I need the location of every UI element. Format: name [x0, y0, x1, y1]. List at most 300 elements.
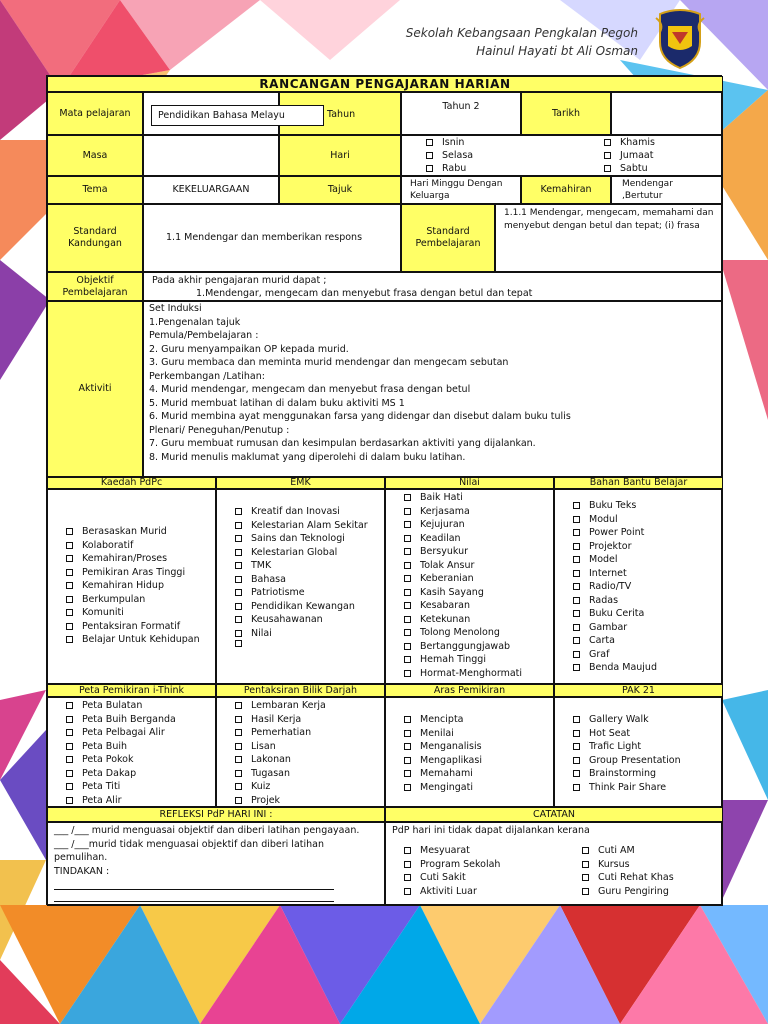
- tindakan-line[interactable]: [54, 881, 334, 890]
- bahan-header: Bahan Bantu Belajar: [554, 477, 723, 489]
- kaedah-box: [47, 489, 216, 684]
- checkbox-item[interactable]: [66, 552, 200, 566]
- checkbox-item[interactable]: [404, 767, 482, 781]
- checkbox-label: Kasih Sayang: [420, 586, 484, 598]
- tindakan-line[interactable]: [54, 893, 334, 902]
- checkbox-label: Bahasa: [251, 573, 286, 585]
- hari-right-list: [604, 136, 655, 175]
- checkbox-label: Berkumpulan: [82, 593, 146, 605]
- checkbox-icon[interactable]: [404, 521, 411, 528]
- aras-box: [385, 697, 554, 807]
- checkbox-label: Kemahiran/Proses: [82, 553, 168, 564]
- checkbox-icon[interactable]: [404, 602, 411, 609]
- checkbox-icon[interactable]: [235, 589, 242, 596]
- aktiviti-line: 2. Guru menyampaikan OP kepada murid.: [149, 343, 349, 355]
- checkbox-icon[interactable]: [235, 522, 242, 529]
- checkbox-label: Lembaran Kerja: [251, 700, 326, 711]
- checkbox-item[interactable]: [404, 586, 522, 600]
- checkbox-icon[interactable]: [404, 730, 411, 737]
- checkbox-item[interactable]: [235, 505, 368, 519]
- aktiviti-line: 3. Guru membaca dan meminta murid mendengar dan mengecam sebutan: [149, 357, 509, 368]
- checkbox-item[interactable]: [66, 620, 200, 634]
- checkbox-item[interactable]: [404, 754, 482, 768]
- tajuk-value: Hari Minggu Dengan Keluarga: [401, 176, 521, 204]
- checkbox-icon[interactable]: [235, 702, 242, 709]
- checkbox-icon[interactable]: [66, 716, 73, 723]
- checkbox-icon[interactable]: [573, 651, 580, 658]
- checkbox-icon[interactable]: [66, 636, 73, 643]
- checkbox-label: Patriotisme: [251, 587, 305, 598]
- checkbox-item[interactable]: [404, 740, 482, 754]
- checkbox-item[interactable]: [573, 767, 681, 781]
- checkbox-label: Kelestarian Global: [251, 546, 338, 558]
- checkbox-label: Lakonan: [251, 754, 291, 765]
- checkbox-label: Graf: [589, 648, 610, 660]
- checkbox-icon[interactable]: [573, 610, 580, 617]
- checkbox-icon[interactable]: [404, 670, 411, 677]
- checkbox-item[interactable]: [404, 599, 522, 613]
- refleksi-header: REFLEKSI PdP HARI INI :: [47, 807, 385, 822]
- checkbox-icon[interactable]: [235, 716, 242, 723]
- checkbox-label: Kejujuran: [420, 519, 465, 530]
- checkbox-item[interactable]: [573, 567, 657, 581]
- checkbox-label: Lisan: [251, 740, 276, 752]
- checkbox-item[interactable]: [235, 600, 368, 614]
- checkbox-icon[interactable]: [573, 556, 580, 563]
- tarikh-value[interactable]: [611, 92, 723, 135]
- checkbox-icon[interactable]: [235, 630, 242, 637]
- checkbox-label: Kolaboratif: [82, 539, 134, 551]
- checkbox-label: Group Presentation: [589, 754, 681, 766]
- checkbox-item[interactable]: [235, 794, 326, 808]
- checkbox-label: Cuti AM: [598, 845, 635, 856]
- checkbox-item[interactable]: [66, 593, 200, 607]
- checkbox-item[interactable]: [66, 740, 176, 754]
- school-crest-icon: [654, 8, 706, 70]
- checkbox-icon[interactable]: [235, 508, 242, 515]
- checkbox-icon[interactable]: [235, 576, 242, 583]
- hari-option[interactable]: Sabtu: [604, 162, 655, 175]
- checkbox-icon[interactable]: [582, 874, 589, 881]
- checkbox-label: Pemikiran Aras Tinggi: [82, 566, 186, 578]
- checkbox-label: Internet: [589, 567, 627, 579]
- checkbox-item[interactable]: [66, 780, 176, 794]
- aktiviti-line: 5. Murid membuat latihan di dalam buku aktiviti MS 1: [149, 397, 405, 409]
- checkbox-icon[interactable]: [573, 583, 580, 590]
- checkbox-icon[interactable]: [66, 797, 73, 804]
- checkbox-item[interactable]: [235, 726, 326, 740]
- emk-box: [216, 489, 385, 684]
- checkbox-item[interactable]: [573, 781, 681, 795]
- checkbox-item[interactable]: [66, 726, 176, 740]
- checkbox-icon[interactable]: [604, 165, 611, 172]
- catatan-header: CATATAN: [385, 807, 723, 822]
- checkbox-item[interactable]: [66, 699, 176, 713]
- school-header: [406, 24, 638, 60]
- checkbox-item[interactable]: [404, 885, 500, 899]
- checkbox-label: Benda Maujud: [589, 662, 657, 673]
- peta-header: Peta Pemikiran i-Think: [47, 684, 216, 697]
- checkbox-item[interactable]: [573, 634, 657, 648]
- checkbox-label: Think Pair Share: [589, 781, 667, 793]
- checkbox-label: Brainstorming: [589, 768, 657, 779]
- checkbox-item[interactable]: [404, 781, 482, 795]
- checkbox-label: Kemahiran Hidup: [82, 580, 164, 591]
- checkbox-icon[interactable]: [235, 756, 242, 763]
- checkbox-item[interactable]: [235, 699, 326, 713]
- checkbox-icon[interactable]: [604, 152, 611, 159]
- objektif-label: Objektif Pembelajaran: [47, 272, 143, 301]
- checkbox-icon[interactable]: [66, 609, 73, 616]
- checkbox-icon[interactable]: [404, 888, 411, 895]
- checkbox-label: Hemah Tinggi: [420, 654, 486, 665]
- checkbox-icon[interactable]: [235, 562, 242, 569]
- checkbox-label: Trafic Light: [589, 741, 642, 752]
- checkbox-label: Projektor: [589, 540, 632, 552]
- checkbox-item[interactable]: [573, 727, 681, 741]
- checkbox-icon[interactable]: [235, 770, 242, 777]
- checkbox-item[interactable]: [582, 844, 674, 858]
- checkbox-item[interactable]: [573, 621, 657, 635]
- kaedah-list: [66, 525, 200, 647]
- checkbox-icon[interactable]: [404, 784, 411, 791]
- checkbox-icon[interactable]: [235, 797, 242, 804]
- checkbox-item[interactable]: [235, 753, 326, 767]
- checkbox-label: Tolong Menolong: [420, 627, 500, 638]
- checkbox-item[interactable]: [66, 566, 200, 580]
- checkbox-icon[interactable]: [404, 874, 411, 881]
- checkbox-item[interactable]: [404, 613, 522, 627]
- checkbox-item[interactable]: [573, 594, 657, 608]
- checkbox-item[interactable]: [404, 518, 522, 532]
- checkbox-item[interactable]: [582, 871, 674, 885]
- checkbox-item[interactable]: [235, 519, 368, 533]
- checkbox-label: Gallery Walk: [589, 714, 649, 725]
- checkbox-item[interactable]: [235, 740, 326, 754]
- pak21-list: [573, 713, 681, 794]
- checkbox-item[interactable]: [404, 727, 482, 741]
- checkbox-label: Mesyuarat: [420, 845, 470, 856]
- checkbox-item[interactable]: [66, 767, 176, 781]
- checkbox-icon[interactable]: [404, 770, 411, 777]
- checkbox-label: Nilai: [251, 627, 272, 639]
- checkbox-icon[interactable]: [573, 743, 580, 750]
- bahan-list: [573, 499, 657, 675]
- checkbox-icon[interactable]: [235, 549, 242, 556]
- checkbox-item[interactable]: [404, 545, 522, 559]
- checkbox-icon[interactable]: [404, 535, 411, 542]
- checkbox-label: Cuti Sakit: [420, 872, 466, 883]
- checkbox-item[interactable]: [573, 499, 657, 513]
- checkbox-icon[interactable]: [235, 783, 242, 790]
- hari-option[interactable]: Rabu: [426, 162, 473, 175]
- sp-label: Standard Pembelajaran: [401, 204, 495, 272]
- checkbox-item[interactable]: [573, 553, 657, 567]
- pentaksiran-list: [235, 699, 326, 807]
- aktiviti-line: 8. Murid menulis maklumat yang diperolehi di dalam buku latihan.: [149, 451, 466, 463]
- checkbox-label: Berasaskan Murid: [82, 526, 167, 537]
- checkbox-icon[interactable]: [404, 575, 411, 582]
- kemahiran-label: Kemahiran: [521, 176, 611, 204]
- checkbox-icon[interactable]: [573, 529, 580, 536]
- checkbox-icon[interactable]: [235, 616, 242, 623]
- checkbox-label: Mengingati: [420, 781, 473, 793]
- checkbox-item[interactable]: [235, 559, 368, 573]
- checkbox-icon[interactable]: [426, 165, 433, 172]
- checkbox-item[interactable]: [404, 871, 500, 885]
- checkbox-item[interactable]: [235, 532, 368, 546]
- checkbox-icon[interactable]: [235, 729, 242, 736]
- checkbox-item[interactable]: [235, 767, 326, 781]
- checkbox-icon[interactable]: [573, 516, 580, 523]
- tajuk-label: Tajuk: [279, 176, 401, 204]
- checkbox-label: Mengaplikasi: [420, 754, 482, 766]
- checkbox-icon[interactable]: [404, 643, 411, 650]
- catatan-left-list: [404, 844, 500, 898]
- checkbox-icon[interactable]: [604, 139, 611, 146]
- checkbox-item[interactable]: [235, 613, 368, 627]
- checkbox-item[interactable]: [404, 858, 500, 872]
- checkbox-label: Peta Pelbagai Alir: [82, 727, 165, 738]
- checkbox-icon[interactable]: [404, 589, 411, 596]
- kemahiran-value: Mendengar ,Bertutur: [611, 176, 723, 204]
- checkbox-item[interactable]: [66, 753, 176, 767]
- checkbox-label: Pentaksiran Formatif: [82, 620, 181, 632]
- checkbox-icon[interactable]: [573, 784, 580, 791]
- sk-label: Standard Kandungan: [47, 204, 143, 272]
- checkbox-item[interactable]: [404, 653, 522, 667]
- checkbox-label: Keusahawanan: [251, 614, 323, 625]
- hari-option[interactable]: Jumaat: [604, 149, 655, 162]
- kaedah-header: Kaedah PdPc: [47, 477, 216, 489]
- checkbox-item[interactable]: [404, 491, 522, 505]
- checkbox-icon[interactable]: [573, 716, 580, 723]
- page-title: RANCANGAN PENGAJARAN HARIAN: [47, 76, 723, 92]
- checkbox-label: Kesabaran: [420, 600, 470, 611]
- checkbox-icon[interactable]: [66, 756, 73, 763]
- checkbox-icon[interactable]: [66, 528, 73, 535]
- checkbox-icon[interactable]: [235, 603, 242, 610]
- checkbox-label: Peta Titi: [82, 781, 121, 792]
- checkbox-icon[interactable]: [404, 716, 411, 723]
- checkbox-item[interactable]: [235, 586, 368, 600]
- checkbox-item[interactable]: [573, 526, 657, 540]
- checkbox-icon[interactable]: [404, 656, 411, 663]
- checkbox-icon[interactable]: [66, 783, 73, 790]
- checkbox-icon[interactable]: [404, 562, 411, 569]
- checkbox-item[interactable]: [573, 713, 681, 727]
- checkbox-icon[interactable]: [573, 624, 580, 631]
- aras-header: Aras Pemikiran: [385, 684, 554, 697]
- checkbox-label: Peta Bulatan: [82, 700, 143, 711]
- checkbox-item[interactable]: [582, 885, 674, 899]
- checkbox-icon[interactable]: [66, 596, 73, 603]
- checkbox-item[interactable]: [573, 540, 657, 554]
- hari-left-list: [426, 136, 473, 175]
- masa-value[interactable]: [143, 135, 279, 176]
- refleksi-line-2: ___ /___murid tidak menguasai objektif dan diberi latihan pemulihan.: [54, 838, 324, 863]
- checkbox-icon[interactable]: [66, 542, 73, 549]
- checkbox-label: Cuti Rehat Khas: [598, 872, 674, 883]
- checkbox-item[interactable]: [573, 607, 657, 621]
- checkbox-label: Pendidikan Kewangan: [251, 600, 355, 612]
- checkbox-icon[interactable]: [582, 861, 589, 868]
- hari-options: [401, 135, 723, 176]
- checkbox-icon[interactable]: [404, 757, 411, 764]
- checkbox-item[interactable]: [235, 640, 368, 647]
- checkbox-item[interactable]: [404, 559, 522, 573]
- checkbox-icon[interactable]: [66, 569, 73, 576]
- checkbox-icon[interactable]: [573, 597, 580, 604]
- checkbox-icon[interactable]: [573, 637, 580, 644]
- checkbox-icon[interactable]: [66, 729, 73, 736]
- checkbox-item[interactable]: [573, 740, 681, 754]
- checkbox-item[interactable]: [66, 713, 176, 727]
- checkbox-item[interactable]: [235, 713, 326, 727]
- checkbox-icon[interactable]: [235, 640, 242, 647]
- emk-header: EMK: [216, 477, 385, 489]
- checkbox-icon[interactable]: [235, 535, 242, 542]
- checkbox-icon[interactable]: [573, 770, 580, 777]
- checkbox-item[interactable]: [66, 794, 176, 808]
- checkbox-item[interactable]: [66, 579, 200, 593]
- checkbox-item[interactable]: [404, 640, 522, 654]
- checkbox-icon[interactable]: [582, 888, 589, 895]
- sk-value: 1.1 Mendengar dan memberikan respons: [143, 204, 401, 272]
- checkbox-icon[interactable]: [235, 743, 242, 750]
- checkbox-item[interactable]: [235, 780, 326, 794]
- checkbox-label: Peta Pokok: [82, 754, 134, 765]
- hari-option[interactable]: Khamis: [604, 136, 655, 149]
- hari-option[interactable]: Selasa: [426, 149, 473, 162]
- checkbox-item[interactable]: [404, 572, 522, 586]
- emk-list: [235, 505, 368, 647]
- checkbox-icon[interactable]: [404, 629, 411, 636]
- catatan-right-list: [582, 844, 674, 898]
- checkbox-item[interactable]: [573, 580, 657, 594]
- masa-label: Masa: [47, 135, 143, 176]
- school-name: Sekolah Kebangsaan Pengkalan Pegoh: [405, 26, 638, 40]
- checkbox-label: Peta Buih Berganda: [82, 713, 176, 725]
- aktiviti-line: Perkembangan /Latihan:: [149, 370, 265, 382]
- tahun-label: Tahun: [327, 109, 356, 120]
- checkbox-icon[interactable]: [573, 664, 580, 671]
- checkbox-item[interactable]: [573, 754, 681, 768]
- checkbox-icon[interactable]: [66, 702, 73, 709]
- checkbox-label: Tugasan: [251, 767, 291, 779]
- checkbox-label: Mencipta: [420, 714, 464, 725]
- aktiviti-line: 1.Pengenalan tajuk: [149, 316, 241, 328]
- tema-value: KEKELUARGAAN: [143, 176, 279, 204]
- checkbox-label: Kerjasama: [420, 505, 470, 517]
- checkbox-icon[interactable]: [582, 847, 589, 854]
- checkbox-item[interactable]: [66, 606, 200, 620]
- checkbox-item[interactable]: [235, 627, 368, 641]
- aktiviti-line: Plenari/ Peneguhan/Penutup :: [149, 424, 290, 436]
- aktiviti-line: 6. Murid membina ayat menggunakan farsa yang didengar dan disebut dalam buku tulis: [149, 411, 571, 422]
- checkbox-label: Keadilan: [420, 532, 461, 544]
- checkbox-label: Program Sekolah: [420, 858, 501, 870]
- checkbox-item[interactable]: [235, 573, 368, 587]
- checkbox-item[interactable]: [404, 626, 522, 640]
- checkbox-icon[interactable]: [573, 543, 580, 550]
- tema-label: Tema: [47, 176, 143, 204]
- checkbox-icon[interactable]: [404, 847, 411, 854]
- checkbox-item[interactable]: [404, 844, 500, 858]
- checkbox-label: Hot Seat: [589, 727, 631, 739]
- checkbox-item[interactable]: [235, 546, 368, 560]
- checkbox-label: Buku Cerita: [589, 608, 645, 619]
- checkbox-icon[interactable]: [66, 555, 73, 562]
- checkbox-label: Carta: [589, 635, 615, 646]
- checkbox-icon[interactable]: [66, 770, 73, 777]
- checkbox-icon[interactable]: [573, 502, 580, 509]
- checkbox-item[interactable]: [66, 539, 200, 553]
- mata-pelajaran-label: Mata pelajaran: [47, 92, 143, 135]
- hari-option[interactable]: Isnin: [426, 136, 473, 149]
- checkbox-icon[interactable]: [404, 743, 411, 750]
- checkbox-icon[interactable]: [66, 743, 73, 750]
- checkbox-item[interactable]: [573, 648, 657, 662]
- checkbox-item[interactable]: [66, 525, 200, 539]
- checkbox-label: Bertanggungjawab: [420, 640, 511, 652]
- pentaksiran-header: Pentaksiran Bilik Darjah: [216, 684, 385, 697]
- checkbox-item[interactable]: [404, 667, 522, 681]
- mata-pelajaran-input[interactable]: Pendidikan Bahasa Melayu: [151, 105, 324, 126]
- checkbox-item[interactable]: [573, 513, 657, 527]
- checkbox-label: Ketekunan: [420, 613, 471, 625]
- checkbox-label: Gambar: [589, 621, 628, 633]
- checkbox-icon[interactable]: [426, 139, 433, 146]
- checkbox-icon[interactable]: [573, 730, 580, 737]
- checkbox-item[interactable]: [404, 505, 522, 519]
- checkbox-label: TMK: [251, 560, 272, 571]
- checkbox-icon[interactable]: [426, 152, 433, 159]
- hari-label: Hari: [279, 135, 401, 176]
- checkbox-label: Menganalisis: [420, 741, 482, 752]
- checkbox-label: Guru Pengiring: [598, 885, 669, 897]
- checkbox-label: Kursus: [598, 858, 630, 870]
- nilai-header: Nilai: [385, 477, 554, 489]
- refleksi-line-1: ___ /___ murid menguasai objektif dan diberi latihan pengayaan.: [54, 825, 360, 836]
- objektif-value: [143, 272, 723, 301]
- checkbox-icon[interactable]: [573, 570, 580, 577]
- checkbox-label: Peta Buih: [82, 740, 127, 752]
- checkbox-label: Peta Dakap: [82, 767, 137, 779]
- objektif-line-2: 1.Mendengar, mengecam dan menyebut frasa dengan betul dan tepat: [196, 288, 533, 299]
- checkbox-icon[interactable]: [66, 623, 73, 630]
- checkbox-icon[interactable]: [404, 494, 411, 501]
- aktiviti-line: 4. Murid mendengar, mengecam dan menyebut frasa dengan betul: [149, 384, 471, 395]
- checkbox-item[interactable]: [573, 661, 657, 675]
- checkbox-icon[interactable]: [66, 582, 73, 589]
- bahan-box: [554, 489, 723, 684]
- refleksi-box: [47, 822, 385, 906]
- checkbox-icon[interactable]: [573, 757, 580, 764]
- checkbox-icon[interactable]: [404, 616, 411, 623]
- checkbox-item[interactable]: [404, 532, 522, 546]
- checkbox-icon[interactable]: [404, 508, 411, 515]
- checkbox-icon[interactable]: [404, 548, 411, 555]
- checkbox-item[interactable]: [582, 858, 674, 872]
- checkbox-label: Buku Teks: [589, 500, 637, 511]
- checkbox-item[interactable]: [66, 633, 200, 647]
- checkbox-label: Kreatif dan Inovasi: [251, 506, 340, 517]
- checkbox-icon[interactable]: [404, 861, 411, 868]
- checkbox-label: Peta Alir: [82, 794, 122, 806]
- lesson-plan-form: [46, 75, 722, 905]
- checkbox-item[interactable]: [404, 713, 482, 727]
